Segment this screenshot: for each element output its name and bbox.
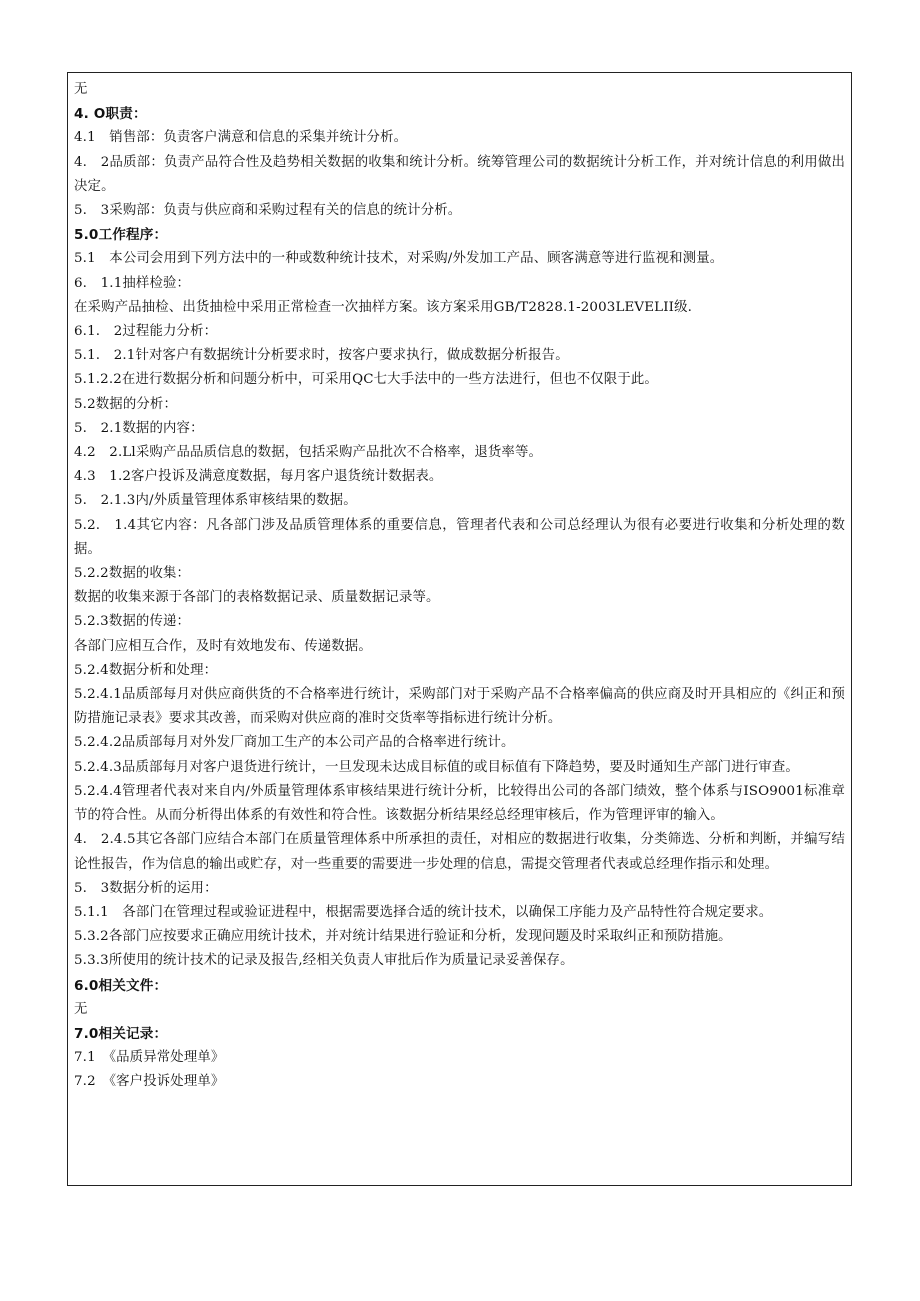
text-line: 4.2 2.Ll采购产品品质信息的数据，包括采购产品批次不合格率，退货率等。 <box>74 445 543 461</box>
text-line: 5.2数据的分析： <box>74 396 177 412</box>
text-line: 5.1 本公司会用到下列方法中的一种或数种统计技术，对采购/外发加工产品、顾客满意等进行监视和测量。 <box>74 251 724 267</box>
document-frame <box>67 72 852 1186</box>
text-line: 5.3.2各部门应按要求正确应用统计技术，并对统计结果进行验证和分析，发现问题及时采取纠正和预防措施。 <box>74 929 732 945</box>
text-line: 5.3.3所使用的统计技术的记录及报告,经相关负责人审批后作为质量记录妥善保存。 <box>74 953 574 969</box>
text-line: 5.1.2.2在进行数据分析和问题分析中，可采用QC七大手法中的一些方法进行，但也不仅限于此。 <box>74 372 658 388</box>
section-heading: 7.0相关记录： <box>74 1025 168 1042</box>
section-heading: 4. O职责： <box>74 106 147 123</box>
text-line: 5.2.3数据的传递： <box>74 614 191 630</box>
paragraph: 5.2.4.1品质部每月对供应商供货的不合格率进行统计，采购部门对于采购产品不合格率偏高的供应商及时开具相应的《纠正和预防措施记录表》要求其改善，而采购对供应商的准时交货率等指标进行统计分析。 <box>74 687 845 727</box>
text-line: 7.1 《品质异常处理单》 <box>74 1050 225 1066</box>
text-line: 4.3 1.2客户投诉及满意度数据，每月客户退货统计数据表。 <box>74 469 443 485</box>
text-line: 5.1.1 各部门在管理过程或验证进程中，根据需要选择合适的统计技术，以确保工序能力及产品特性符合规定要求。 <box>74 904 773 920</box>
text-line: 5. 2.1.3内/外质量管理体系审核结果的数据。 <box>74 493 357 509</box>
text-line: 6.1. 2过程能力分析： <box>74 324 218 340</box>
text-line: 5.2.4.2品质部每月对外发厂商加工生产的本公司产品的合格率进行统计。 <box>74 735 515 751</box>
text-line: 无 <box>74 1001 88 1017</box>
text-line: 4.1 销售部：负责客户满意和信息的采集并统计分析。 <box>74 130 408 146</box>
section-heading: 5.0工作程序： <box>74 227 168 244</box>
text-line: 无 <box>74 82 88 97</box>
text-line: 7.2 《客户投诉处理单》 <box>74 1074 225 1090</box>
text-line: 5. 3数据分析的运用： <box>74 880 218 896</box>
text-line: 在采购产品抽检、出货抽检中采用正常检查一次抽样方案。该方案采用GB/T2828.1-2003LEVELII级. <box>74 299 693 315</box>
text-line: 6. 1.1抽样检验： <box>74 275 191 291</box>
text-line: 5.2.4数据分析和处理： <box>74 662 218 678</box>
text-line: 5. 2.1数据的内容： <box>74 420 204 436</box>
text-line: 5.1. 2.1针对客户有数据统计分析要求时，按客户要求执行，做成数据分析报告。 <box>74 348 569 364</box>
paragraph: 5.2.4.3品质部每月对客户退货进行统计，一旦发现未达成目标值的或目标值有下降趋势，要及时通知生产部门进行审查。 <box>74 759 799 775</box>
text-line: 5. 3采购部：负责与供应商和采购过程有关的信息的统计分析。 <box>74 203 462 219</box>
text-line: 5.2.2数据的收集： <box>74 566 191 582</box>
text-line: 数据的收集来源于各部门的表格数据记录、质量数据记录等。 <box>74 590 440 606</box>
paragraph: 5.2.4.4管理者代表对来自内/外质量管理体系审核结果进行统计分析，比较得出公司的各部门绩效，整个体系与ISO9001标准章节的符合性。从而分析得出体系的有效性和符合性。该数据分析结果经总经理审核后，作为管理评审的输入。 <box>74 783 845 824</box>
text-line: 各部门应相互合作，及时有效地发布、传递数据。 <box>74 638 372 654</box>
paragraph: 5.2. 1.4其它内容：凡各部门涉及品质管理体系的重要信息，管理者代表和公司总经理认为很有必要进行收集和分析处理的数据。 <box>74 517 845 557</box>
paragraph: 4. 2.4.5其它各部门应结合本部门在质量管理体系中所承担的责任，对相应的数据进行收集，分类筛选、分析和判断，并编写结论性报告，作为信息的输出或贮存，对一些重要的需要进一步处理的信息，需提交管理者代表或总经理作指示和处理。 <box>74 832 845 872</box>
paragraph: 4. 2品质部：负责产品符合性及趋势相关数据的收集和统计分析。统筹管理公司的数据统计分析工作，并对统计信息的利用做出决定。 <box>74 154 845 194</box>
section-heading: 6.0相关文件： <box>74 977 168 994</box>
